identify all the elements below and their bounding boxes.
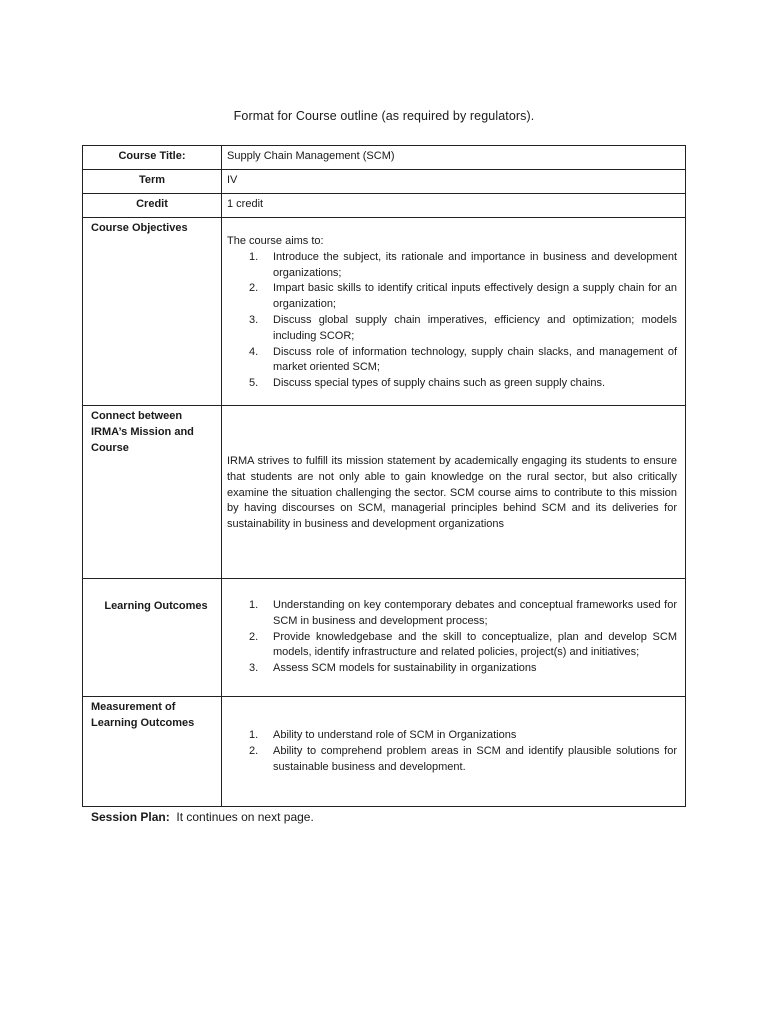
table-row (83, 579, 686, 697)
list-item: 1. Ability to understand role of SCM in Organizations (249, 729, 517, 741)
list-item: 3. Discuss global supply chain imperatives, efficiency and optimization; models including SCOR; (249, 313, 677, 342)
course-outline-table (82, 145, 686, 807)
table-row (83, 218, 686, 406)
objectives-list (227, 250, 677, 392)
mission-label: Connect between IRMA’s Mission and Course (91, 410, 194, 454)
session-plan-text: It continues on next page. (176, 810, 314, 824)
objectives-value-cell (222, 218, 686, 406)
objectives-label: Course Objectives (91, 222, 188, 234)
mission-text: IRMA strives to fulfill its mission statement by academically engaging its students to ensure that students are not only able to gain knowledge on the rural sector, but also critically examine the situation challenging the sector. SCM course aims to contribute to this mission by having discourses on SCM, managerial principles behind SCM and its deliveries for sustainability in business and development organizations (227, 455, 677, 531)
course-title-label: Course Title: (118, 150, 186, 162)
session-plan-label: Session Plan: (91, 810, 170, 824)
term-value-cell (222, 170, 686, 194)
credit-value: 1 credit (227, 198, 264, 210)
measurement-value-cell (222, 697, 686, 807)
course-title-value: Supply Chain Management (SCM) (227, 150, 395, 162)
measurement-list (227, 728, 677, 775)
table-row (83, 170, 686, 194)
outcomes-label-cell (83, 579, 222, 697)
list-item: 5. Discuss special types of supply chains such as green supply chains. (249, 377, 606, 390)
list-item: 2. Provide knowledgebase and the skill to conceptualize, plan and develop SCM models, identify infrastructure and related policies, project(s) and initiatives; (249, 630, 677, 659)
outcomes-list (227, 598, 677, 677)
term-value: IV (227, 174, 238, 186)
table-row (83, 697, 686, 807)
objectives-intro: The course aims to: (227, 235, 324, 247)
list-item: 2. Ability to comprehend problem areas in SCM and identify plausible solutions for sustainable business and development. (249, 744, 677, 773)
credit-label-cell (83, 194, 222, 218)
measurement-label: Measurement of Learning Outcomes (91, 701, 195, 729)
list-item: 4. Discuss role of information technology, supply chain slacks, and management of market oriented SCM; (249, 345, 677, 374)
credit-value-cell (222, 194, 686, 218)
table-row (83, 406, 686, 579)
course-title-label-cell (83, 146, 222, 170)
table-row (83, 194, 686, 218)
list-item: 3. Assess SCM models for sustainability in organizations (249, 662, 537, 675)
outcomes-label: Learning Outcomes (104, 600, 208, 612)
measurement-label-cell (83, 697, 222, 807)
mission-label-cell (83, 406, 222, 579)
list-item: 2. Impart basic skills to identify critical inputs effectively design a supply chain for an organization; (249, 282, 677, 311)
term-label-cell (83, 170, 222, 194)
outcomes-value-cell (222, 579, 686, 697)
term-label: Term (138, 174, 166, 186)
table-row (83, 146, 686, 170)
course-title-value-cell (222, 146, 686, 170)
mission-value-cell (222, 406, 686, 579)
list-item: 1. Understanding on key contemporary debates and conceptual frameworks used for SCM in business and development process; (249, 599, 677, 627)
list-item: 1. Introduce the subject, its rationale and importance in business and development organizations; (249, 250, 677, 279)
session-plan-note (91, 810, 314, 824)
objectives-label-cell (83, 218, 222, 406)
credit-label: Credit (136, 198, 168, 210)
document-title: Format for Course outline (as required by regulators). (233, 109, 535, 123)
